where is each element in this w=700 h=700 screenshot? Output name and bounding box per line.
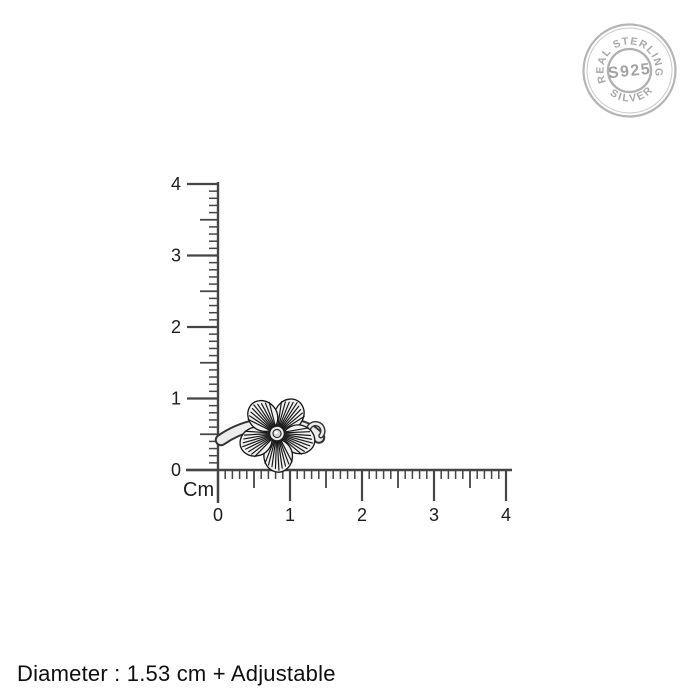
vertical-ruler-label-4: 4 <box>170 174 181 194</box>
flower-ring <box>221 392 323 475</box>
horizontal-ruler-label-1: 1 <box>284 505 296 525</box>
badge-center-text: S925 <box>607 60 653 83</box>
vertical-ruler-label-2: 2 <box>170 317 181 337</box>
caption: Diameter : 1.53 cm + Adjustable <box>17 661 336 686</box>
horizontal-ruler-ticks <box>218 470 506 501</box>
vertical-ruler-label-3: 3 <box>170 245 181 266</box>
horizontal-ruler-label-2: 2 <box>356 505 368 525</box>
horizontal-ruler-label-4: 4 <box>500 505 512 525</box>
horizontal-ruler <box>183 470 512 525</box>
horizontal-ruler-label-0: 0 <box>212 505 224 525</box>
horizontal-ruler-label-3: 3 <box>428 505 440 525</box>
vertical-ruler-label-0: 0 <box>170 460 181 480</box>
vertical-ruler-ticks <box>187 184 218 470</box>
badge-bottom-text: SILVER <box>607 83 657 105</box>
ruler-unit-label: Cm <box>183 479 215 501</box>
badge-top-text: REAL STERLING <box>594 35 665 85</box>
flower-center <box>269 426 285 442</box>
vertical-ruler <box>171 174 218 503</box>
sterling-silver-badge <box>579 20 680 121</box>
vertical-ruler-label-1: 1 <box>170 388 181 409</box>
flower <box>234 392 320 475</box>
